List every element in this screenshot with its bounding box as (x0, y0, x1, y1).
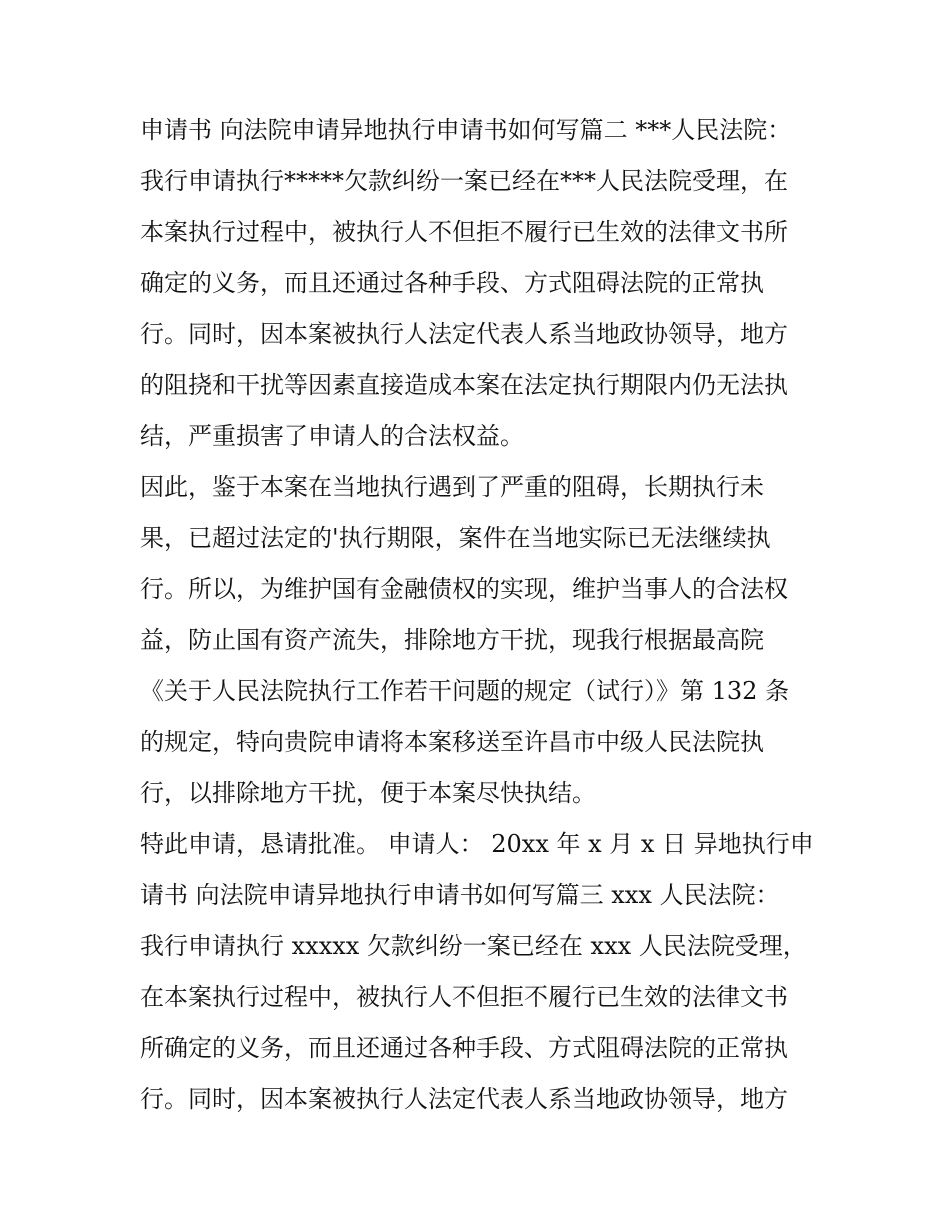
text-line: 本案执行过程中，被执行人不但拒不履行已生效的法律文书所 (140, 218, 788, 246)
text-line: 的规定，特向贵院申请将本案移送至许昌市中级人民法院执 (140, 728, 764, 756)
text-line: 益，防止国有资产流失，排除地方干扰，现我行根据最高院 (140, 626, 764, 654)
text-line: 《关于人民法院执行工作若干问题的规定（试行）》第 132 条 (140, 677, 790, 705)
text-line: 在本案执行过程中，被执行人不但拒不履行已生效的法律文书 (140, 983, 788, 1011)
text-line: 我行申请执行 xxxxx 欠款纠纷一案已经在 xxx 人民法院受理， (140, 932, 807, 960)
text-line: 所确定的义务，而且还通过各种手段、方式阻碍法院的正常执 (140, 1034, 788, 1062)
text-line: 申请书 向法院申请异地执行申请书如何写篇二 ***人民法院： (140, 116, 792, 144)
text-line: 请书 向法院申请异地执行申请书如何写篇三 xxx 人民法院： (140, 881, 780, 909)
text-line: 行。同时，因本案被执行人法定代表人系当地政协领导，地方 (140, 320, 788, 348)
text-line: 果，已超过法定的'执行期限，案件在当地实际已无法继续执 (140, 524, 771, 552)
text-line: 确定的义务，而且还通过各种手段、方式阻碍法院的正常执 (140, 269, 764, 297)
text-line: 因此，鉴于本案在当地执行遇到了严重的阻碍，长期执行未 (140, 473, 764, 501)
text-line: 行。同时，因本案被执行人法定代表人系当地政协领导，地方 (140, 1085, 788, 1113)
text-line: 特此申请，恳请批准。 申请人： 20xx 年 x 月 x 日 异地执行申 (140, 830, 814, 858)
document-body (140, 105, 820, 1125)
text-line: 结，严重损害了申请人的合法权益。 (140, 422, 524, 450)
text-line: 行，以排除地方干扰，便于本案尽快执结。 (140, 779, 596, 807)
text-line: 我行申请执行*****欠款纠纷一案已经在***人民法院受理，在 (140, 167, 788, 195)
text-line: 的阻挠和干扰等因素直接造成本案在法定执行期限内仍无法执 (140, 371, 788, 399)
text-line: 行。所以，为维护国有金融债权的实现，维护当事人的合法权 (140, 575, 788, 603)
